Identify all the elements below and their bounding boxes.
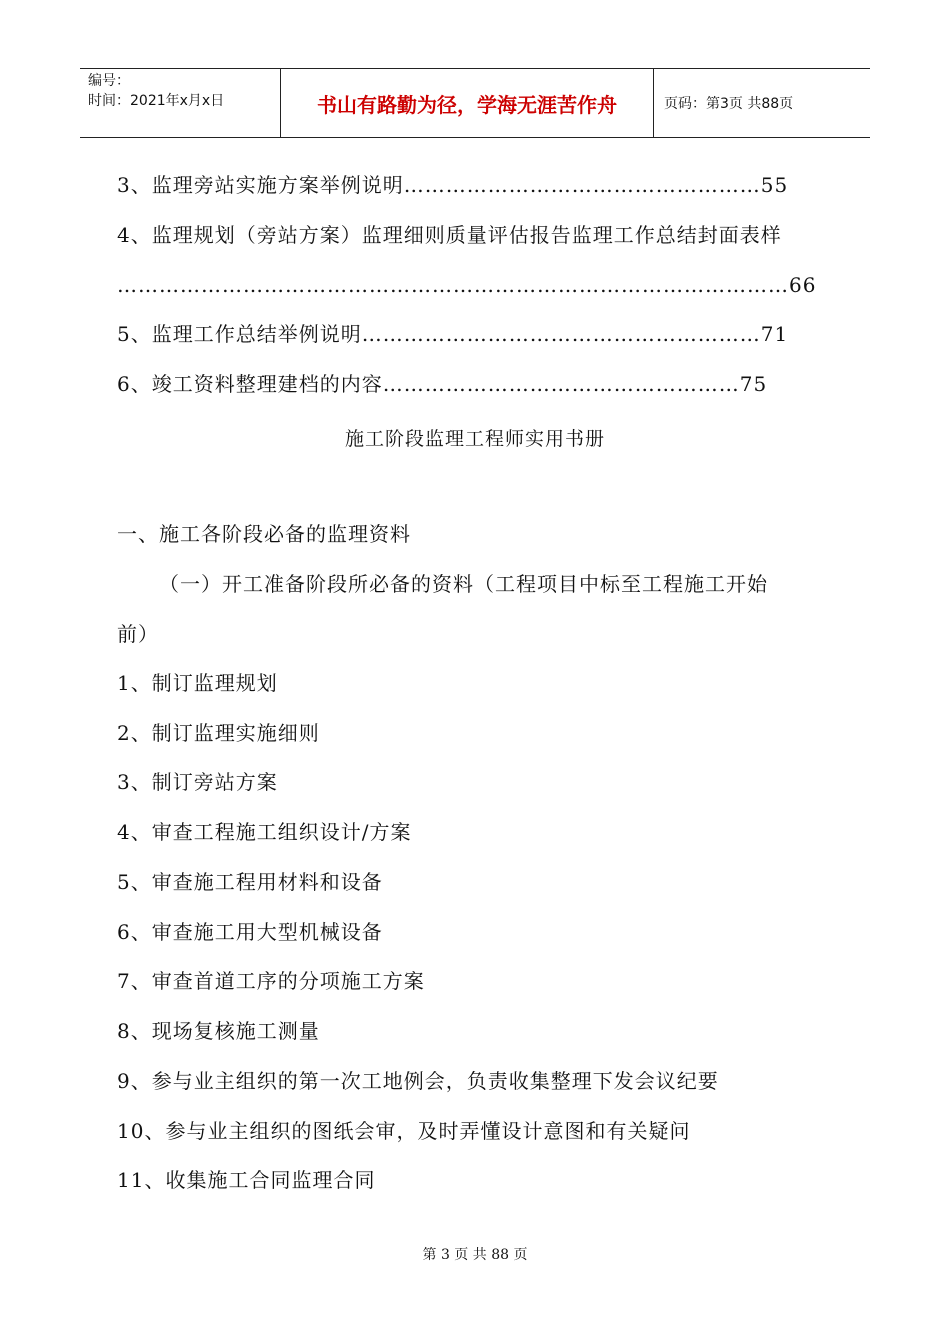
toc-entry-4-leader: ……………………………………………………………………………………66 xyxy=(117,273,817,297)
list-item: 9、参与业主组织的第一次工地例会，负责收集整理下发会议纪要 xyxy=(117,1069,719,1093)
list-item: 3、制订旁站方案 xyxy=(117,770,278,794)
list-item: 5、审查施工程用材料和设备 xyxy=(117,870,383,894)
list-item: 11、收集施工合同监理合同 xyxy=(117,1168,376,1192)
header-page-info: 页码：第3页 共88页 xyxy=(664,96,794,112)
subsection-heading-continued: 前） xyxy=(117,622,159,646)
toc-entry-4: 4、监理规划（旁站方案）监理细则质量评估报告监理工作总结封面表样 xyxy=(117,223,782,247)
list-item: 2、制订监理实施细则 xyxy=(117,721,320,745)
document-time-label: 时间：2021年x月x日 xyxy=(88,93,225,109)
list-item: 4、审查工程施工组织设计/方案 xyxy=(117,820,412,844)
subsection-heading: （一）开工准备阶段所必备的资料（工程项目中标至工程施工开始 xyxy=(159,572,768,596)
list-item: 7、审查首道工序的分项施工方案 xyxy=(117,969,425,993)
list-item: 6、审查施工用大型机械设备 xyxy=(117,920,383,944)
toc-entry-5: 5、监理工作总结举例说明…………………………………………………71 xyxy=(117,322,789,346)
document-header xyxy=(80,68,870,138)
toc-entry-6: 6、竣工资料整理建档的内容……………………………………………75 xyxy=(117,372,768,396)
list-item: 1、制订监理规划 xyxy=(117,671,278,695)
list-item: 8、现场复核施工测量 xyxy=(117,1019,320,1043)
header-meta-cell xyxy=(80,69,281,137)
section-heading: 一、施工各阶段必备的监理资料 xyxy=(117,522,411,546)
document-number-label: 编号： xyxy=(88,73,130,89)
page-footer: 第 3 页 共 88 页 xyxy=(422,1247,528,1263)
list-item: 10、参与业主组织的图纸会审，及时弄懂设计意图和有关疑问 xyxy=(117,1119,691,1143)
toc-entry-3: 3、监理旁站实施方案举例说明……………………………………………55 xyxy=(117,173,789,197)
header-motto: 书山有路勤为径，学海无涯苦作舟 xyxy=(281,69,654,137)
book-title: 施工阶段监理工程师实用书册 xyxy=(344,428,605,450)
